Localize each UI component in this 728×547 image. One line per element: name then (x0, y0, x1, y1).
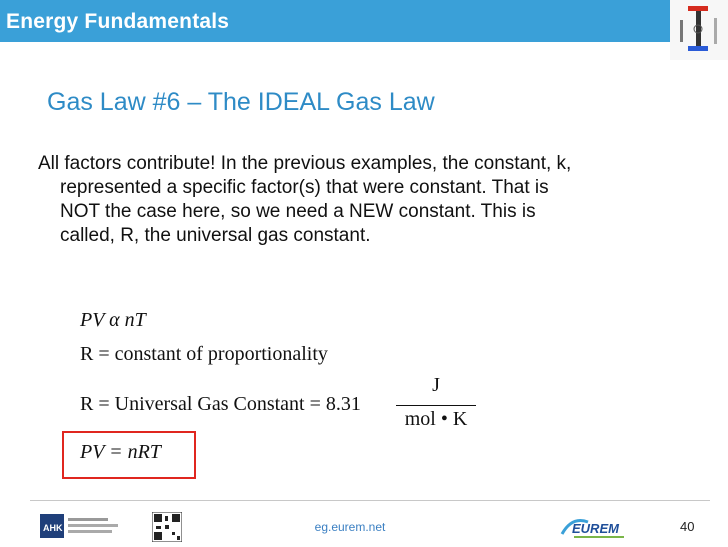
unit-denominator: mol • K (404, 408, 468, 430)
unit-fraction (396, 374, 476, 436)
body-line: NOT the case here, so we need a NEW constant. This is (60, 201, 536, 222)
thermodynamics-diagram-icon (670, 0, 728, 60)
ahk-logo-text: AHK (43, 523, 63, 533)
eurem-logo-text: EUREM (572, 521, 619, 536)
eurem-logo (558, 512, 648, 542)
footer-divider (30, 500, 710, 501)
body-line: All factors contribute! In the previous examples, the constant, k, (38, 153, 572, 174)
equation-proportional: PV α nT (80, 309, 146, 331)
body-line: represented a specific factor(s) that were constant. That is (60, 177, 549, 198)
equation-universal-gas-constant: R = Universal Gas Constant = 8.31 (80, 393, 361, 415)
header-title: Energy Fundamentals (6, 10, 230, 33)
page-number: 40 (680, 519, 695, 534)
ahk-logo (40, 512, 140, 542)
fraction-bar (396, 405, 476, 406)
slide-title: Gas Law #6 – The IDEAL Gas Law (47, 88, 435, 116)
body-paragraph (38, 152, 678, 248)
body-line: called, R, the universal gas constant. (60, 225, 371, 246)
equation-ideal-gas-law: PV = nRT (80, 441, 161, 463)
eurem-corner-logo (670, 0, 728, 60)
unit-numerator: J (432, 374, 440, 396)
equation-r-definition: R = constant of proportionality (80, 343, 328, 365)
header-bar (0, 0, 670, 42)
footer-url-link[interactable]: eg.eurem.net (314, 520, 386, 534)
qr-code-icon (152, 512, 182, 542)
